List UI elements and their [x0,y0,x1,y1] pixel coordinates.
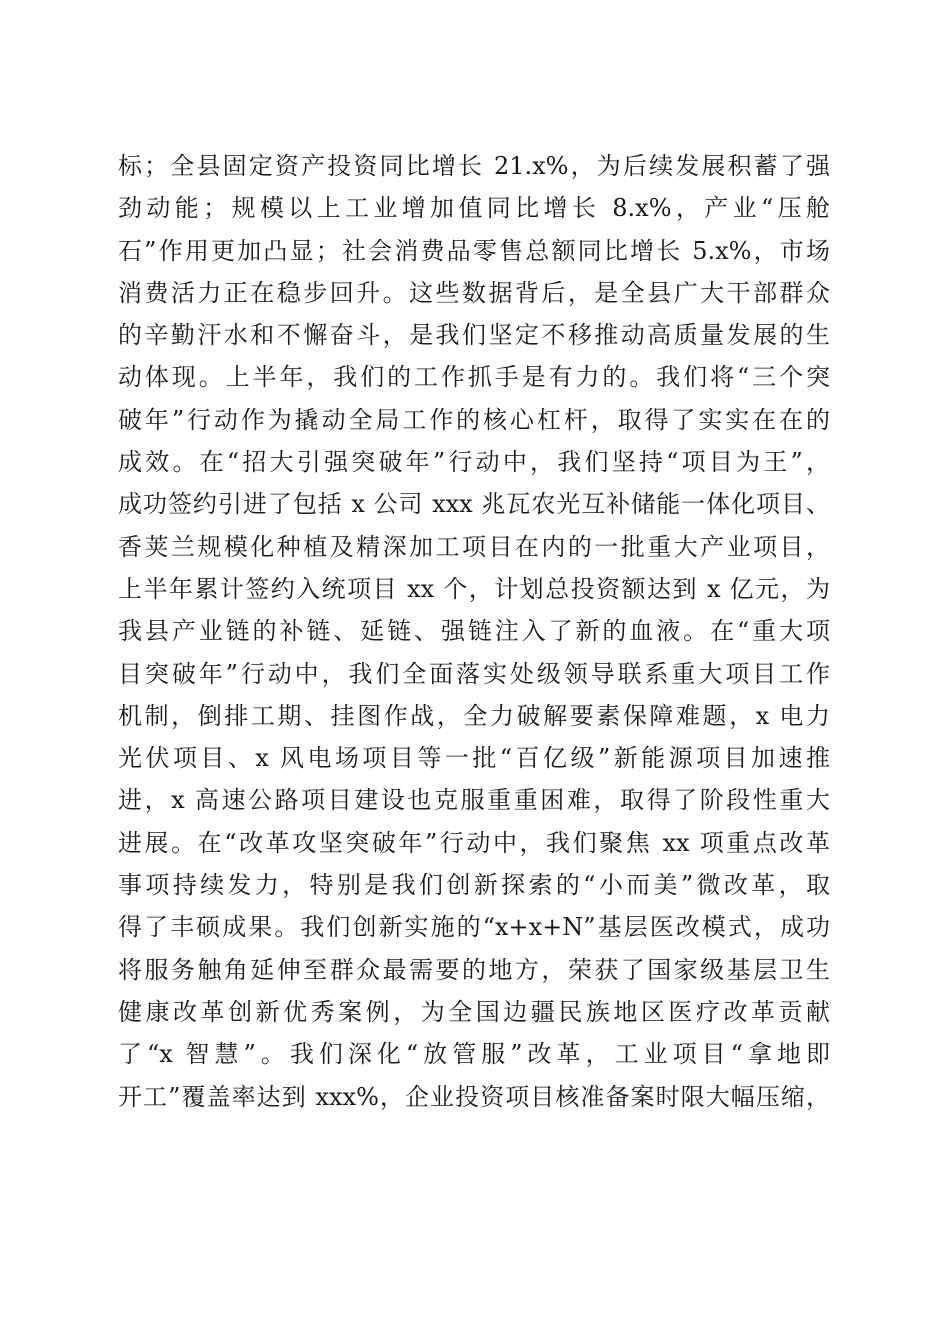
text-line-1: 标；全县固定资产投资同比增长 21.x%，为后续发展积蓄了强 [118,152,830,180]
text-line-11: 上半年累计签约入统项目 xx 个，计划总投资额达到 x 亿元，为 [118,574,830,603]
text-line-21: 健康改革创新优秀案例，为全国边疆民族地区医疗改革贡献 [118,997,830,1026]
text-line-8: 成效。在“招大引强突破年”行动中，我们坚持“项目为王”， [118,448,830,477]
text-line-19: 得了丰硕成果。我们创新实施的“x+x+N”基层医改模式，成功 [118,913,830,942]
text-line-17: 进展。在“改革攻坚突破年”行动中，我们聚焦 xx 项重点改革 [118,828,830,857]
text-line-23: 开工”覆盖率达到 xxx%，企业投资项目核准备案时限大幅压缩， [118,1082,830,1111]
text-line-13: 目突破年”行动中，我们全面落实处级领导联系重大项目工作 [118,659,830,688]
text-line-16: 进，x 高速公路项目建设也克服重重困难，取得了阶段性重大 [118,786,830,815]
text-line-7: 破年”行动作为撬动全局工作的核心杠杆，取得了实实在在的 [118,405,830,434]
text-line-5: 的辛勤汗水和不懈奋斗，是我们坚定不移推动高质量发展的生 [118,321,830,350]
text-line-14: 机制，倒排工期、挂图作战，全力破解要素保障难题，x 电力 [118,701,830,730]
text-line-9: 成功签约引进了包括 x 公司 xxx 兆瓦农光互补储能一体化项目、 [118,490,830,519]
body-text [118,145,830,1118]
text-line-3: 石”作用更加凸显；社会消费品零售总额同比增长 5.x%，市场 [118,236,830,265]
text-line-12: 我县产业链的补链、延链、强链注入了新的血液。在“重大项 [118,617,830,646]
text-line-2: 劲动能；规模以上工业增加值同比增长 8.x%，产业“压舱 [118,194,830,223]
text-line-4: 消费活力正在稳步回升。这些数据背后，是全县广大干部群众 [118,278,830,307]
text-line-22: 了“x 智慧”。我们深化“放管服”改革，工业项目“拿地即 [118,1040,830,1069]
text-line-15: 光伏项目、x 风电场项目等一批“百亿级”新能源项目加速推 [118,744,830,773]
text-line-18: 事项持续发力，特别是我们创新探索的“小而美”微改革，取 [118,871,830,900]
text-line-20: 将服务触角延伸至群众最需要的地方，荣获了国家级基层卫生 [118,955,830,984]
text-line-6: 动体现。上半年，我们的工作抓手是有力的。我们将“三个突 [118,363,830,392]
text-line-10: 香荚兰规模化种植及精深加工项目在内的一批重大产业项目， [118,532,830,561]
